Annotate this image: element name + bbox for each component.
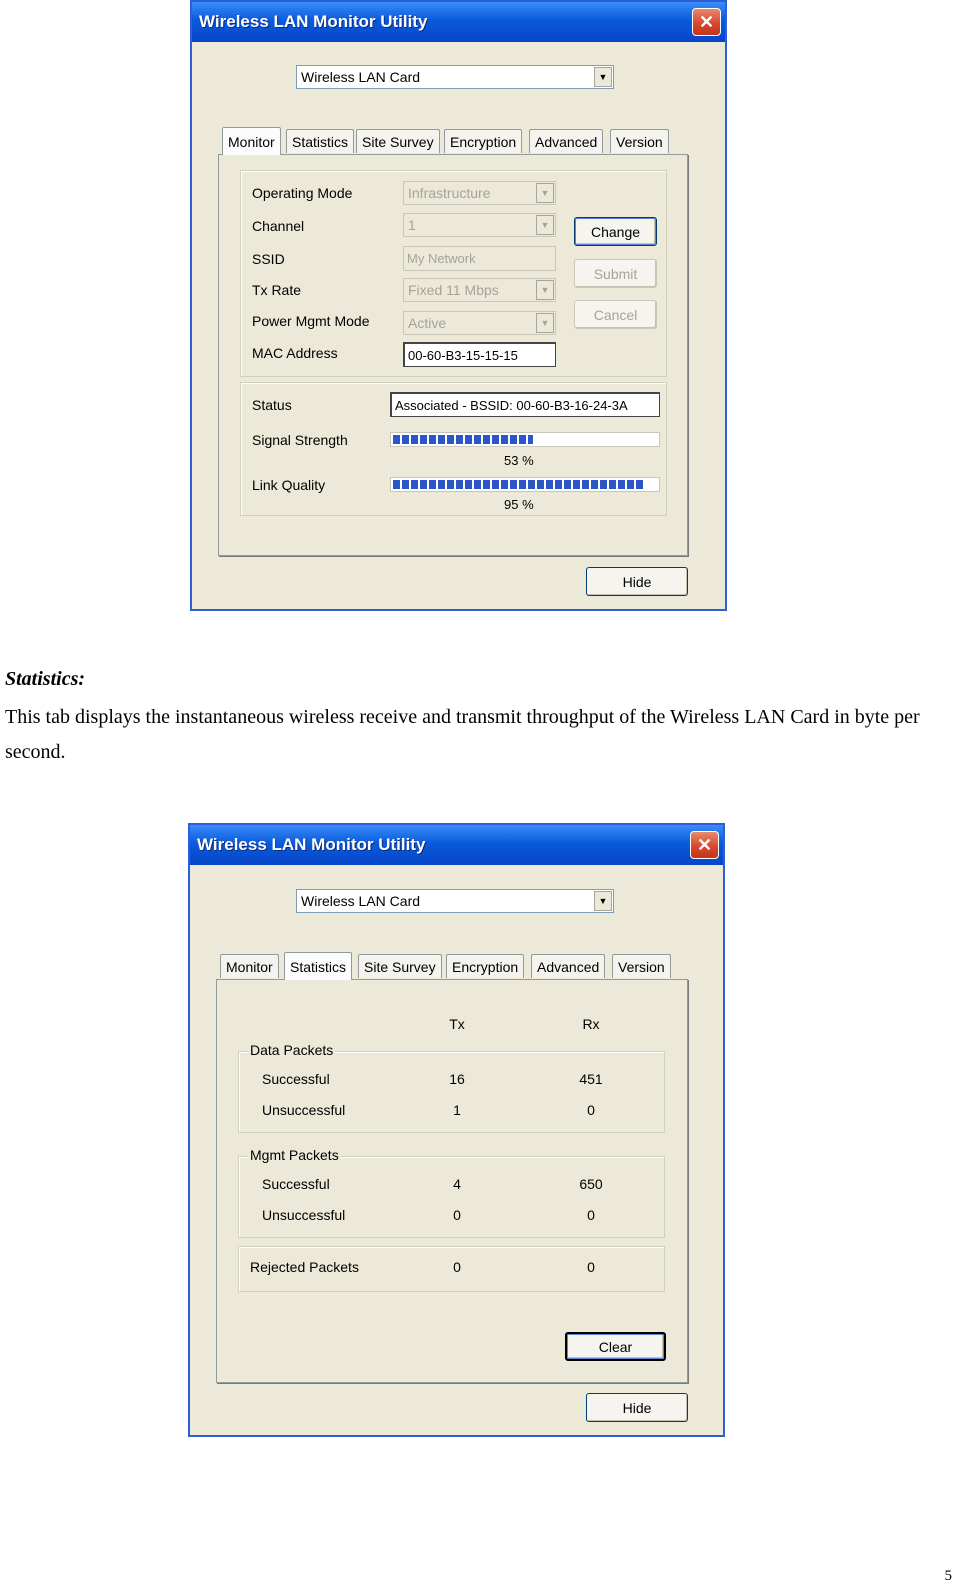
mgmt-successful-rx: 650 (579, 1176, 603, 1192)
hide-button[interactable]: Hide (586, 567, 688, 596)
link-quality-percent: 95 % (504, 497, 534, 512)
mgmt-successful-label: Successful (262, 1176, 330, 1192)
clear-button[interactable]: Clear (565, 1332, 666, 1361)
mgmt-unsuccessful-rx: 0 (587, 1207, 595, 1223)
operating-mode-label: Operating Mode (252, 185, 353, 201)
rejected-rx: 0 (587, 1259, 595, 1275)
link-quality-fill (393, 480, 644, 489)
channel-value: 1 (408, 217, 416, 233)
window-title: Wireless LAN Monitor Utility (197, 835, 426, 854)
status-label: Status (252, 397, 292, 413)
title-bar (190, 825, 723, 865)
section-paragraph: This tab displays the instantaneous wireless receive and transmit throughput of the Wireless LAN Card in byte per second. (5, 706, 920, 763)
tab-strip (222, 127, 692, 155)
close-button[interactable] (692, 8, 721, 36)
card-select-value: Wireless LAN Card (301, 893, 421, 909)
power-mgmt-label: Power Mgmt Mode (252, 313, 370, 329)
mac-address-field[interactable] (403, 342, 556, 367)
rejected-packets-label: Rejected Packets (250, 1259, 359, 1275)
section-heading: Statistics: (5, 668, 86, 690)
mgmt-unsuccessful-label: Unsuccessful (262, 1207, 346, 1223)
tab-version[interactable]: Version (610, 129, 669, 153)
tab-version[interactable]: Version (612, 954, 671, 978)
mgmt-unsuccessful-tx: 0 (453, 1207, 461, 1223)
tab-site-survey[interactable]: Site Survey (358, 954, 442, 978)
card-select[interactable] (296, 889, 614, 913)
monitor-panel (218, 154, 688, 556)
mgmt-successful-tx: 4 (453, 1176, 461, 1192)
chevron-down-icon: ▼ (594, 891, 612, 911)
status-field (390, 392, 660, 417)
window-title: Wireless LAN Monitor Utility (199, 12, 428, 31)
close-button[interactable] (690, 831, 719, 859)
tab-encryption[interactable]: Encryption (444, 129, 522, 153)
statistics-panel (216, 979, 688, 1383)
chevron-down-icon: ▼ (536, 280, 554, 300)
title-bar (192, 2, 725, 42)
tx-column-header: Tx (449, 1016, 465, 1032)
link-quality-bar (390, 477, 660, 492)
tab-monitor[interactable]: Monitor (220, 954, 279, 978)
card-select-value: Wireless LAN Card (301, 69, 421, 85)
operating-mode-value: Infrastructure (408, 185, 491, 201)
status-value: Associated - BSSID: 00-60-B3-16-24-3A (395, 397, 628, 413)
signal-strength-percent: 53 % (504, 453, 534, 468)
monitor-window (190, 0, 727, 611)
signal-strength-label: Signal Strength (252, 432, 348, 448)
tab-encryption[interactable]: Encryption (446, 954, 524, 978)
channel-select[interactable] (403, 213, 556, 237)
chevron-down-icon: ▼ (536, 183, 554, 203)
close-icon: ✕ (698, 11, 715, 32)
tab-advanced[interactable]: Advanced (531, 954, 605, 978)
tab-strip (220, 952, 690, 980)
statistics-window (188, 823, 725, 1437)
chevron-down-icon: ▼ (594, 67, 612, 87)
signal-strength-bar (390, 432, 660, 447)
page-number: 5 (944, 1568, 952, 1584)
mgmt-packets-title: Mgmt Packets (250, 1147, 339, 1163)
ssid-field[interactable] (403, 246, 556, 271)
link-quality-label: Link Quality (252, 477, 326, 493)
mac-address-label: MAC Address (252, 345, 338, 361)
tx-rate-value: Fixed 11 Mbps (408, 282, 499, 298)
mgmt-packets-group (238, 1156, 665, 1238)
mac-address-value: 00-60-B3-15-15-15 (408, 347, 518, 363)
ssid-label: SSID (252, 251, 285, 267)
change-button[interactable]: Change (574, 217, 657, 246)
card-select[interactable] (296, 65, 614, 89)
tab-statistics[interactable]: Statistics (286, 129, 354, 153)
data-successful-label: Successful (262, 1071, 330, 1087)
chevron-down-icon: ▼ (536, 215, 554, 235)
data-successful-rx: 451 (579, 1071, 603, 1087)
data-packets-group (238, 1051, 665, 1133)
data-successful-tx: 16 (449, 1071, 465, 1087)
close-icon: ✕ (696, 834, 713, 855)
ssid-value: My Network (407, 251, 476, 266)
signal-strength-fill (393, 435, 533, 444)
operating-mode-select[interactable] (403, 181, 556, 205)
tab-statistics[interactable]: Statistics (284, 952, 352, 980)
hide-button[interactable]: Hide (586, 1393, 688, 1422)
submit-button[interactable]: Submit (574, 259, 657, 288)
tx-rate-label: Tx Rate (252, 282, 302, 298)
tab-advanced[interactable]: Advanced (529, 129, 603, 153)
data-packets-title: Data Packets (250, 1042, 334, 1058)
tab-monitor[interactable]: Monitor (222, 127, 281, 155)
tab-site-survey[interactable]: Site Survey (356, 129, 440, 153)
data-unsuccessful-label: Unsuccessful (262, 1102, 346, 1118)
rejected-tx: 0 (453, 1259, 461, 1275)
data-unsuccessful-tx: 1 (453, 1102, 461, 1118)
power-mgmt-select[interactable] (403, 311, 556, 335)
chevron-down-icon: ▼ (536, 313, 554, 333)
cancel-button[interactable]: Cancel (574, 300, 657, 329)
rx-column-header: Rx (582, 1016, 600, 1032)
power-mgmt-value: Active (408, 315, 447, 331)
channel-label: Channel (252, 218, 305, 234)
tx-rate-select[interactable] (403, 278, 556, 302)
data-unsuccessful-rx: 0 (587, 1102, 595, 1118)
